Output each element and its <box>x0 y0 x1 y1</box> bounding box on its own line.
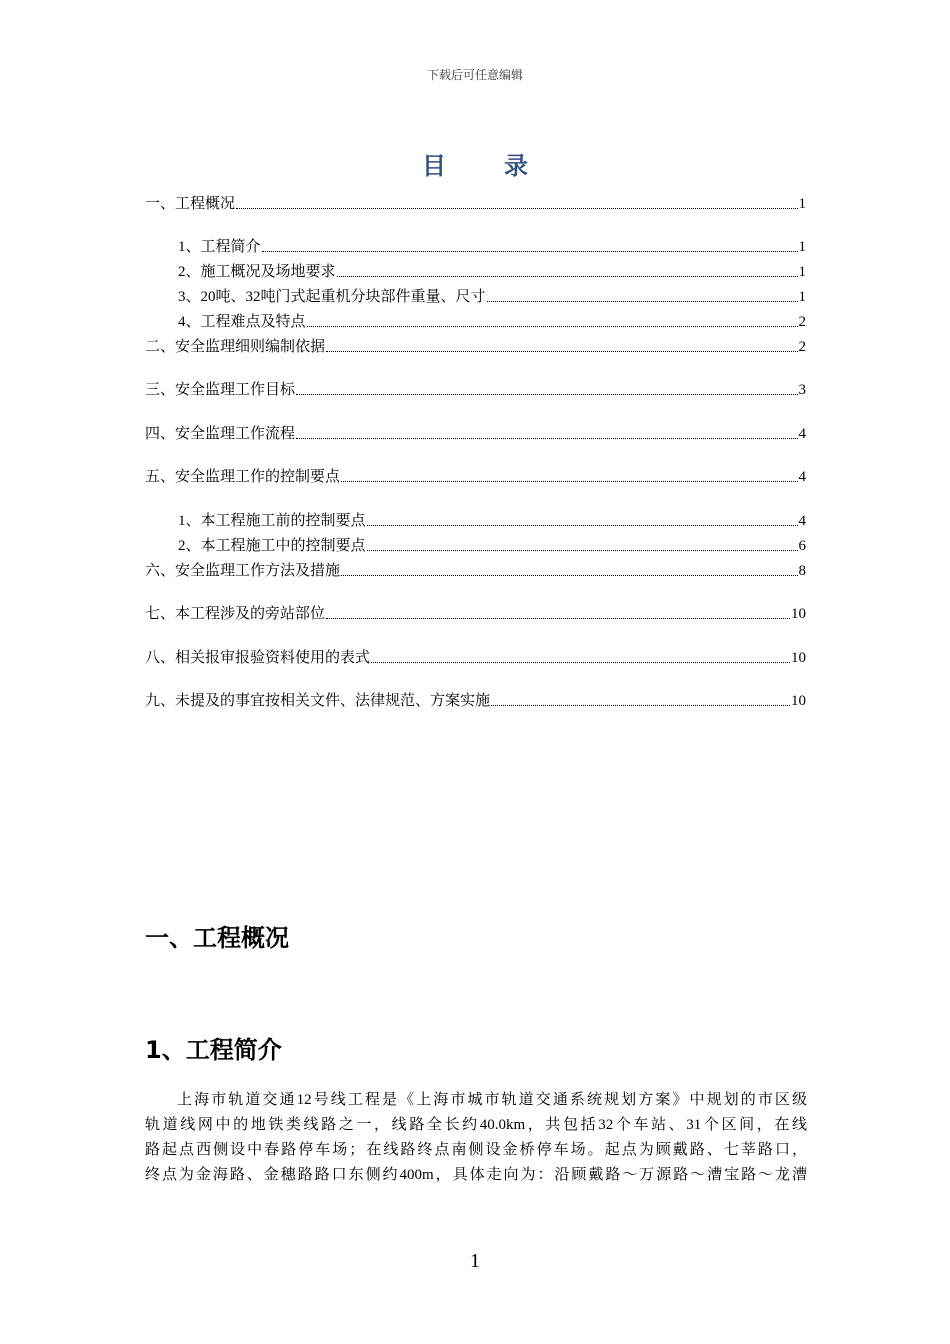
toc-entry-page: 4 <box>798 469 806 485</box>
toc-entry[interactable] <box>178 536 806 556</box>
subsection-heading: 1、工程简介 <box>145 1036 282 1064</box>
toc-entry[interactable] <box>178 511 806 531</box>
paragraph-line: 终点为金海路、金穗路路口东侧约400m，具体走向为：沿顾戴路～万源路～漕宝路～龙漕 <box>145 1167 807 1183</box>
toc-entry-page: 4 <box>798 426 806 442</box>
toc-entry-label: 四、安全监理工作流程 <box>145 426 296 442</box>
toc-leader-dots <box>262 251 798 252</box>
toc-entry-label: 1、本工程施工前的控制要点 <box>178 513 366 529</box>
toc-leader-dots <box>296 394 797 395</box>
toc-leader-dots <box>341 481 797 482</box>
toc-entry-page: 4 <box>798 513 806 529</box>
toc-entry-label: 九、未提及的事宜按相关文件、法律规范、方案实施 <box>145 693 491 709</box>
toc-entry-page: 2 <box>798 339 806 355</box>
toc-leader-dots <box>367 550 798 551</box>
paragraph-line: 路起点西侧设中春路停车场；在线路终点南侧设金桥停车场。起点为顾戴路、七莘路口， <box>145 1142 807 1158</box>
toc-entry-page: 10 <box>791 650 806 666</box>
toc-entry-page: 2 <box>798 314 806 330</box>
toc-leader-dots <box>491 705 790 706</box>
toc-entry[interactable] <box>145 424 806 444</box>
toc-entry-page: 8 <box>798 563 806 579</box>
paragraph-line: 轨道线网中的地铁类线路之一，线路全长约40.0km，共包括32个车站、31个区间，在线 <box>145 1117 807 1133</box>
toc-entry-label: 一、工程概况 <box>145 196 236 212</box>
toc-entry-page: 1 <box>798 239 806 255</box>
toc-leader-dots <box>326 618 790 619</box>
toc-entry-label: 1、工程简介 <box>178 239 261 255</box>
toc-entry[interactable] <box>178 312 806 332</box>
toc-entry[interactable] <box>145 380 806 400</box>
toc-leader-dots <box>341 575 797 576</box>
toc-leader-dots <box>326 351 797 352</box>
paragraph-line: 上海市轨道交通12号线工程是《上海市城市轨道交通系统规划方案》中规划的市区级 <box>177 1092 807 1108</box>
toc-entry[interactable] <box>145 691 806 711</box>
toc-entry-label: 六、安全监理工作方法及措施 <box>145 563 341 579</box>
toc-entry-label: 3、20吨、32吨门式起重机分块部件重量、尺寸 <box>178 289 486 305</box>
toc-leader-dots <box>487 301 798 302</box>
body-paragraph <box>145 1088 807 1188</box>
toc-entry-label: 2、施工概况及场地要求 <box>178 264 336 280</box>
toc-entry[interactable] <box>145 467 806 487</box>
toc-entry-label: 三、安全监理工作目标 <box>145 382 296 398</box>
toc-entry[interactable] <box>178 262 806 282</box>
toc-entry[interactable] <box>145 648 806 668</box>
toc-entry-page: 6 <box>798 538 806 554</box>
toc-entry[interactable] <box>145 561 806 581</box>
toc-leader-dots <box>367 525 798 526</box>
toc-entry-label: 五、安全监理工作的控制要点 <box>145 469 341 485</box>
toc-title: 目 录 <box>422 154 554 180</box>
toc-entry-page: 3 <box>798 382 806 398</box>
toc-entry-page: 10 <box>791 693 806 709</box>
toc-entry-label: 八、相关报审报验资料使用的表式 <box>145 650 371 666</box>
toc-entry-page: 1 <box>798 264 806 280</box>
toc-entry-page: 1 <box>798 196 806 212</box>
section-heading: 一、工程概况 <box>145 924 289 952</box>
toc-leader-dots <box>337 276 798 277</box>
toc-entry[interactable] <box>145 194 806 214</box>
toc-entry[interactable] <box>145 604 806 624</box>
toc-entry-label: 七、本工程涉及的旁站部位 <box>145 606 326 622</box>
toc-entry[interactable] <box>178 287 806 307</box>
toc-entry-label: 二、安全监理细则编制依据 <box>145 339 326 355</box>
toc-entry-label: 2、本工程施工中的控制要点 <box>178 538 366 554</box>
toc-entry-label: 4、工程难点及特点 <box>178 314 306 330</box>
toc-entry-page: 10 <box>791 606 806 622</box>
page-number: 1 <box>470 1250 480 1272</box>
toc-entry[interactable] <box>178 237 806 257</box>
toc-leader-dots <box>236 208 797 209</box>
toc-leader-dots <box>307 326 798 327</box>
toc-leader-dots <box>296 438 797 439</box>
toc-leader-dots <box>371 662 790 663</box>
page-header: 下载后可任意编辑 <box>426 68 523 82</box>
toc-entry[interactable] <box>145 337 806 357</box>
toc-entry-page: 1 <box>798 289 806 305</box>
